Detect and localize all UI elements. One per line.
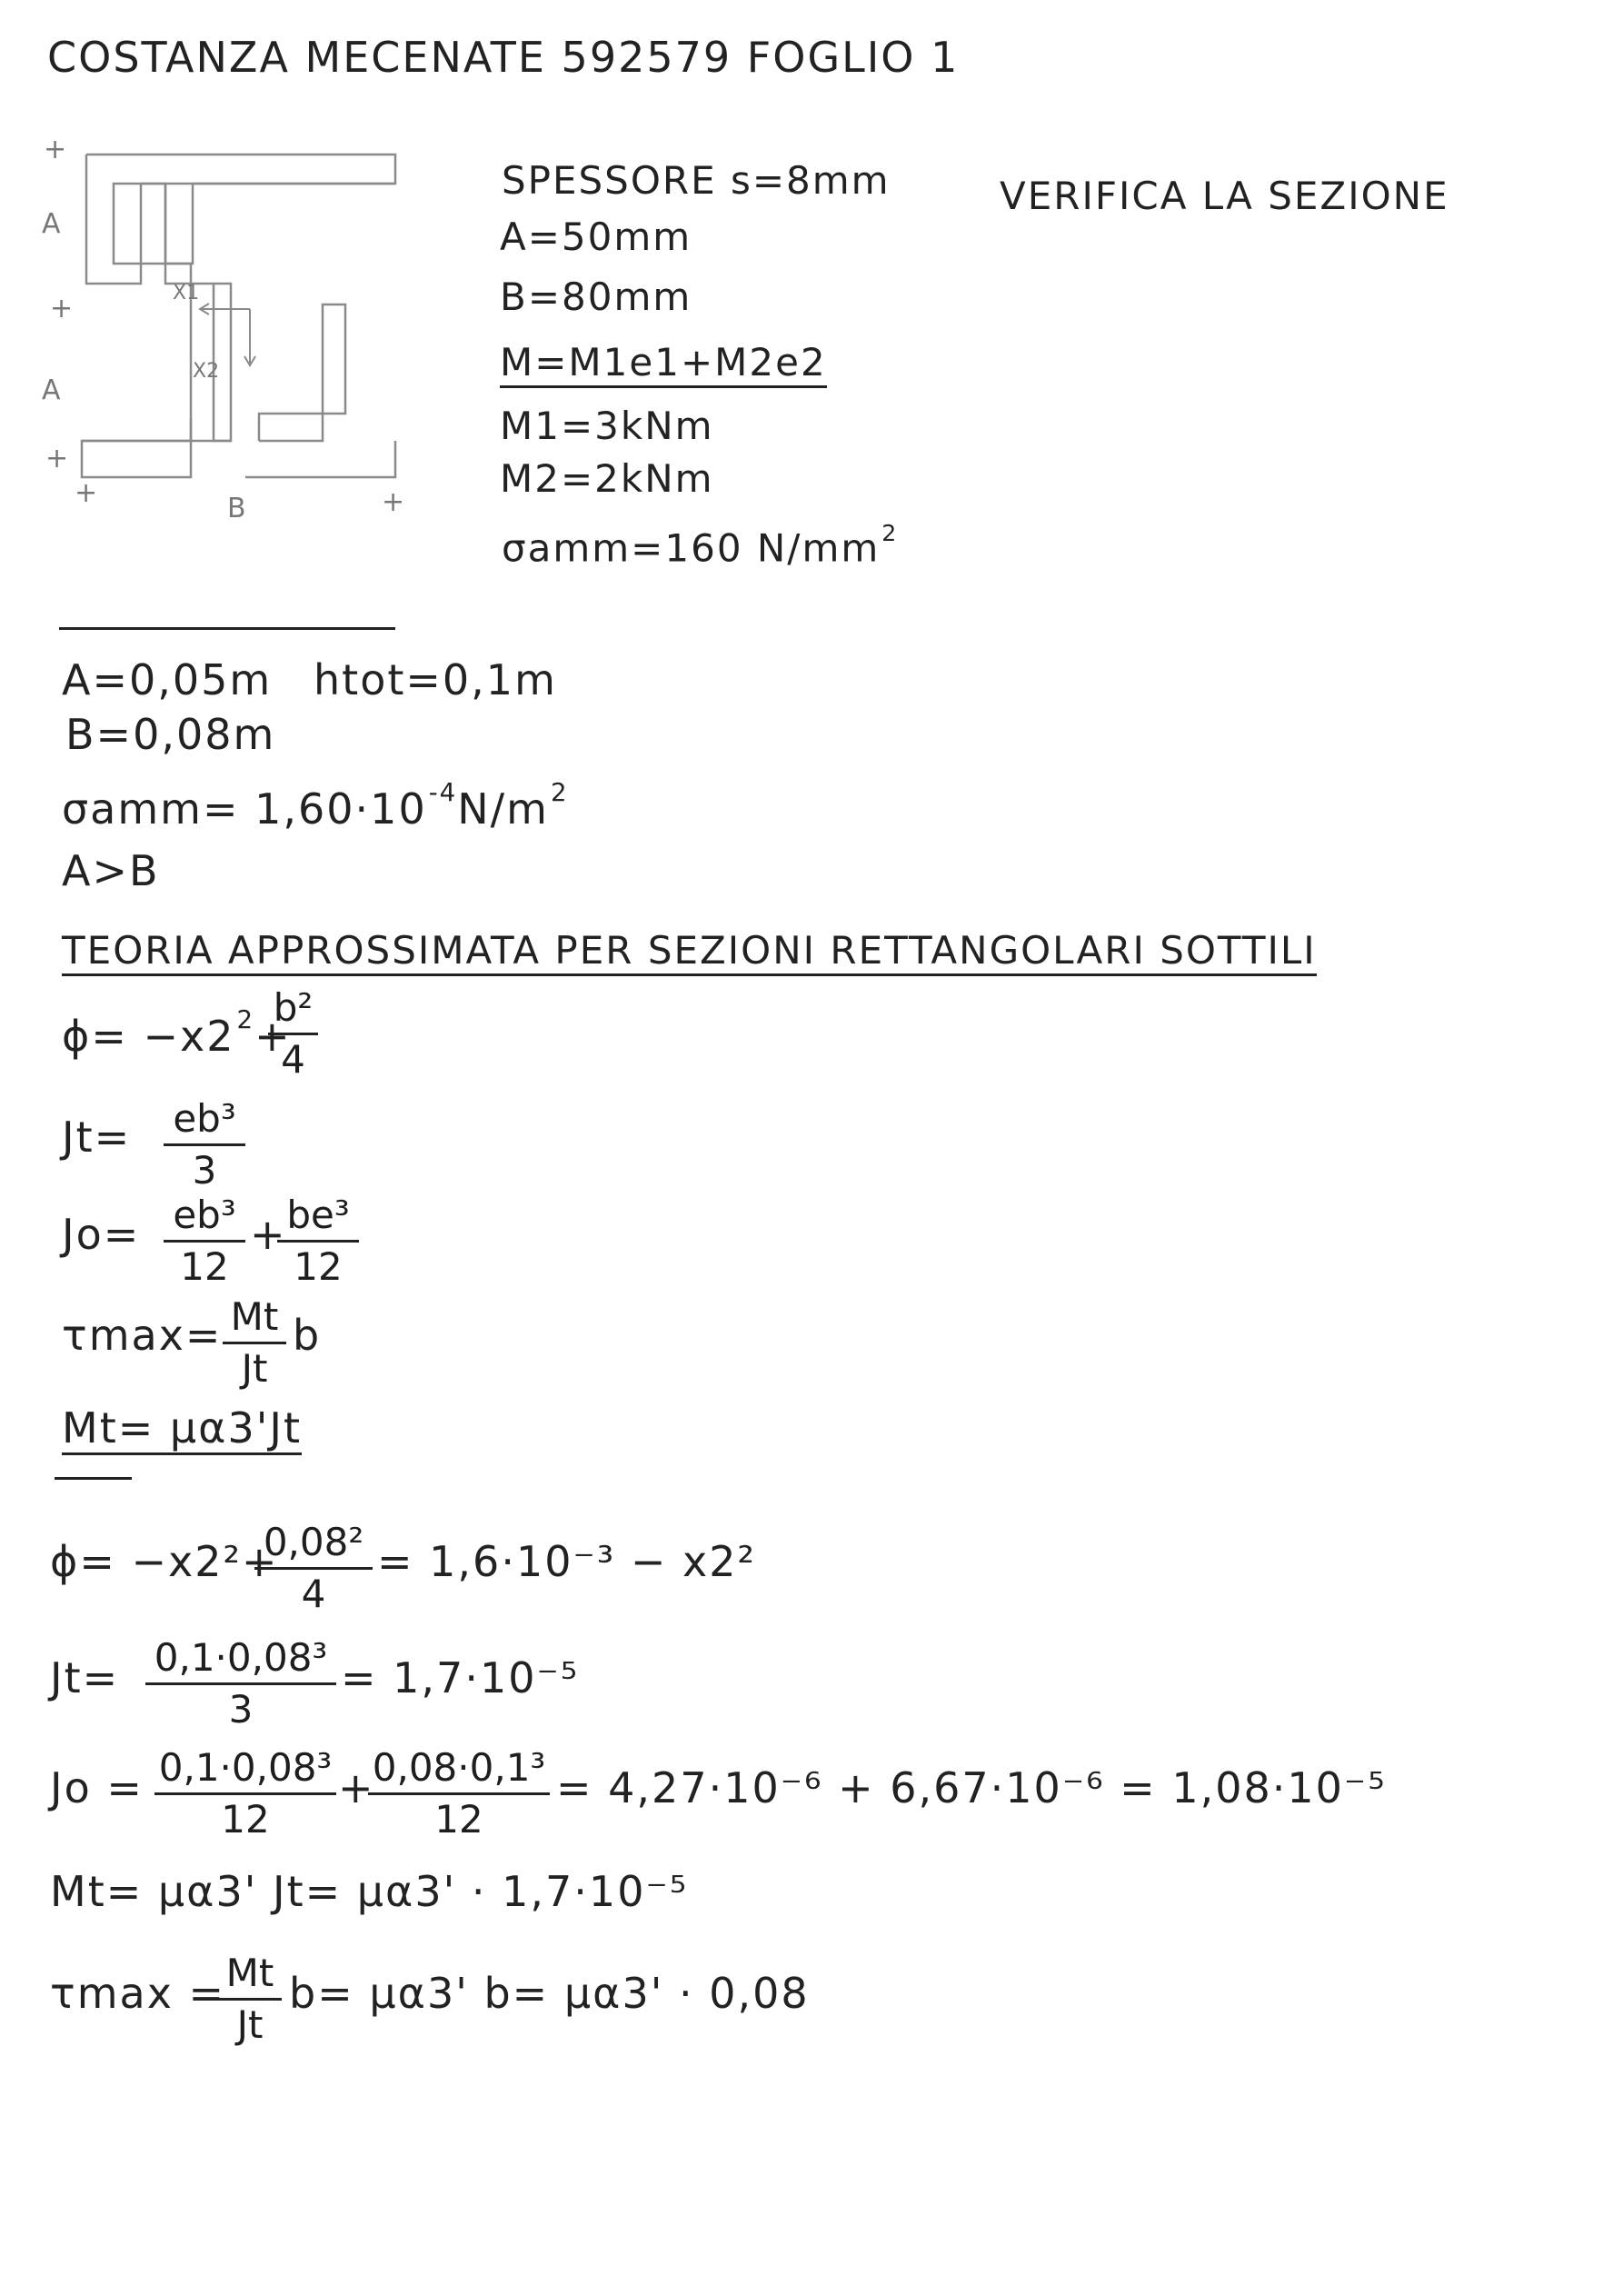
theory-jo-fraction-2: be³ 12 (277, 1196, 359, 1286)
theory-phi-lhs: $\phi= -x2^2+$ (62, 1004, 292, 1061)
htot-converted: htot=0,1m (314, 655, 557, 704)
theory-jo-plus: + (250, 1210, 287, 1259)
separator-line (59, 627, 395, 630)
diagram-label-x2: X2 (193, 360, 220, 383)
theory-tau-fraction: Mt Jt (223, 1298, 286, 1388)
calc-jt-rhs: = 1,7·10⁻⁵ (341, 1653, 580, 1702)
m1-value: M1=3kNm (500, 404, 714, 448)
calc-tau-rhs: b= μα3' b= μα3' · 0,08 (289, 1969, 810, 2018)
calc-phi-lhs: ϕ= −x2²+ (50, 1537, 279, 1586)
b-converted: B=0,08m (65, 710, 276, 759)
diagram-plus-5: + (382, 486, 405, 518)
diagram-label-b: B (227, 493, 246, 524)
diagram-label-a-top: A (42, 208, 61, 240)
moment-formula: M=M1e1+M2e2 (500, 344, 827, 388)
m2-value: M2=2kNm (500, 456, 714, 501)
a-value: A=50mm (500, 215, 692, 259)
calc-jo-fraction-1: 0,1·0,08³ 12 (154, 1749, 336, 1839)
theory-tau-rhs: b (293, 1311, 322, 1360)
calc-jo-plus: + (338, 1763, 375, 1812)
theory-heading: TEORIA APPROSSIMATA PER SEZIONI RETTANGOLARI SOTTILI (62, 932, 1317, 976)
b-value: B=80mm (500, 275, 692, 319)
axes-arrows (200, 304, 255, 365)
calc-jo-lhs: Jo = (50, 1763, 144, 1812)
diagram-plus-2: + (50, 293, 74, 324)
calc-phi-rhs: = 1,6·10⁻³ − x2² (377, 1537, 756, 1586)
short-separator (55, 1477, 132, 1480)
theory-mt: Mt= μα3'Jt (62, 1407, 302, 1455)
diagram-label-a-bottom: A (42, 374, 61, 406)
sigma-allowable: σamm=160 $N/mm^2$ (502, 520, 899, 571)
calc-jo-rhs: = 4,27·10⁻⁶ + 6,67·10⁻⁶ = 1,08·10⁻⁵ (556, 1763, 1387, 1812)
diagram-plus-4: + (75, 477, 98, 509)
task-label: VERIFICA LA SEZIONE (1000, 174, 1449, 218)
calc-jt-fraction: 0,1·0,08³ 3 (145, 1639, 336, 1729)
calc-jo-fraction-2: 0,08·0,1³ 12 (368, 1749, 550, 1839)
cross-section-diagram (27, 127, 454, 518)
page-title: COSTANZA MECENATE 592579 FOGLIO 1 (47, 33, 960, 82)
calc-tau-lhs: τmax = (50, 1969, 226, 2018)
calc-tau-fraction: Mt Jt (218, 1954, 282, 2044)
theory-jt-fraction: eb³ 3 (164, 1100, 245, 1190)
theory-phi-fraction: b² 4 (268, 989, 318, 1079)
theory-jo-lhs: Jo= (62, 1210, 141, 1259)
a-converted: A=0,05m (62, 655, 273, 704)
diagram-plus-1: + (44, 134, 67, 165)
sigma-converted: $\sigma amm= 1,60\cdot 10^{-4}N/m^2$ (62, 777, 569, 834)
theory-jt-lhs: Jt= (62, 1113, 132, 1162)
theory-jo-fraction-1: eb³ 12 (164, 1196, 245, 1286)
diagram-label-x1: X1 (173, 282, 200, 304)
thickness-value: SPESSORE s=8mm (502, 158, 891, 203)
section-outline (82, 155, 395, 477)
calc-phi-fraction: 0,08² 4 (254, 1523, 373, 1613)
theory-tau-lhs: τmax= (62, 1311, 223, 1360)
a-greater-b: A>B (62, 846, 160, 895)
calc-mt: Mt= μα3' Jt= μα3' · 1,7·10⁻⁵ (50, 1867, 689, 1916)
diagram-plus-3: + (45, 443, 69, 474)
calc-jt-lhs: Jt= (50, 1653, 120, 1702)
